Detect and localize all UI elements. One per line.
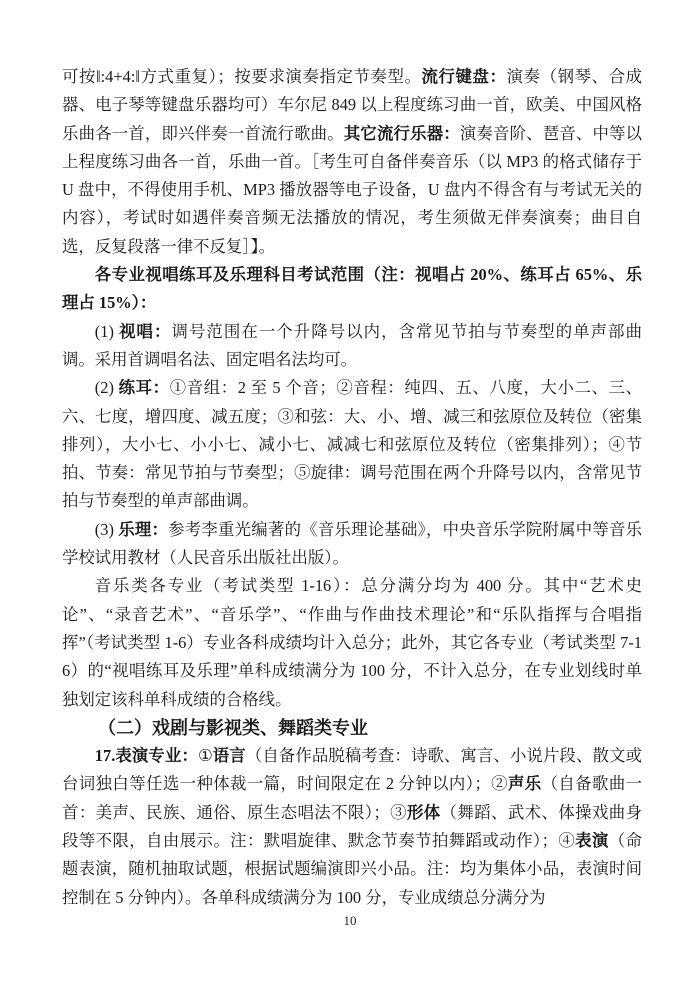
text-run: ①音组：2 至 5 个音；②音程：纯四、五、八度，大小二、三、六、七度，增四度、减五度；③和弦：大、小、增、减三和弦原位及转位（密集排列），大小七、小小七、减小七、减减七和弦原位及转位（密集排列）；④节拍、节奏：常见节拍与节奏型；⑤旋律：调号范围在两个升降号以内，含常见节拍与节奏型的单声部曲调。: [62, 378, 642, 511]
para-popular-instruments: [62, 63, 642, 261]
para-music-theory: [62, 516, 642, 573]
text-run: (3): [94, 519, 119, 539]
document-body: [62, 63, 642, 912]
text-run: 视唱：: [119, 321, 172, 341]
text-run: 表演: [575, 831, 609, 851]
text-run: 各专业视唱练耳及乐理科目考试范围（注：视唱占 20%、练耳占 65%、乐理占 15%）：: [62, 265, 642, 313]
text-run: （自备作品脱稿考查：诗歌、寓言、小说片段、散文或台词独白等任选一种体裁一篇，时间限定在 2 分钟以内）；②: [62, 746, 642, 794]
text-run: 声乐: [507, 774, 542, 794]
text-run: （二）戏剧与影视类、舞蹈类专业: [98, 717, 368, 738]
text-run: （舞蹈、武术、体操戏曲身段等不限，自由展示。注：默唱旋律、默念节奏节拍舞蹈或动作）；④: [62, 802, 642, 851]
text-run: 语言: [212, 746, 246, 766]
text-run: 调号范围在一个升降号以内，含常见节拍与节奏型的单声部曲调。采用首调唱名法、固定唱名法均可。: [62, 321, 643, 369]
page-number: 10: [343, 913, 357, 928]
text-run: 17.表演专业：: [94, 746, 198, 766]
para-performance-major: [62, 742, 642, 912]
text-run: 流行键盘：: [421, 67, 507, 86]
text-run: 形体: [406, 802, 441, 822]
text-run: 演奏（钢琴、合成器、电子琴等键盘乐器均可）车尔尼 849 以上程度练习曲一首，欧美、中国风格乐曲各一首，即兴伴奏一首流行歌曲。: [62, 67, 643, 143]
text-run: 演奏音阶、琶音、中等以上程度练习曲各一首，乐曲一首。［考生可自备伴奏音乐（以 MP3 的格式储存于 U 盘中，不得使用手机、MP3 播放器等电子设备，U 盘内不得含有与考试无关的内容），考试时如遇伴奏音频无法播放的情况，考生须做无伴奏演奏；曲目自选，反复段落一律不反复］】。: [62, 123, 643, 256]
text-run: (1): [94, 321, 120, 341]
para-solfege-exam-scope: [62, 261, 642, 318]
text-run: （命题表演，随机抽取试题，根据试题编演即兴小品。注：均为集体小品，表演时间控制在 5 分钟内）。各单科成绩满分为 100 分，专业成绩总分满分为: [62, 831, 643, 907]
text-run: 参考李重光编著的《音乐理论基础》，中央音乐学院附属中等音乐学校试用教材（人民音乐出版社出版）。: [62, 519, 642, 568]
para-ear-training: [62, 374, 642, 515]
text-run: 其它流行乐器：: [343, 123, 460, 143]
para-sight-singing: [62, 318, 642, 375]
text-run: （自备歌曲一首：美声、民族、通俗、原生态唱法不限）；③: [62, 774, 643, 822]
text-run: ①: [197, 746, 213, 766]
text-run: 练耳：: [118, 378, 170, 398]
para-music-score-rules: [62, 572, 642, 713]
text-run: (2): [94, 378, 119, 398]
text-run: 乐理：: [118, 519, 169, 539]
heading-drama-film-dance: [62, 714, 642, 742]
page-footer: [0, 912, 700, 930]
text-run: 可按‖:4+4:‖方式重复）；按要求演奏指定节奏型。: [62, 67, 422, 86]
text-run: 音乐类各专业（考试类型 1-16）：总分满分均为 400 分。其中“艺术史论”、“录音艺术”、“音乐学”、“作曲与作曲技术理论”和“乐队指挥与合唱指挥”（考试类型 1-6）专业各科成绩均计入总分；此外，其它各专业（考试类型 7-16）的“视唱练耳及乐理”单科成绩满分为 100 分，不计入总分，在专业划线时单独划定该科单科成绩的合格线。: [62, 576, 642, 709]
